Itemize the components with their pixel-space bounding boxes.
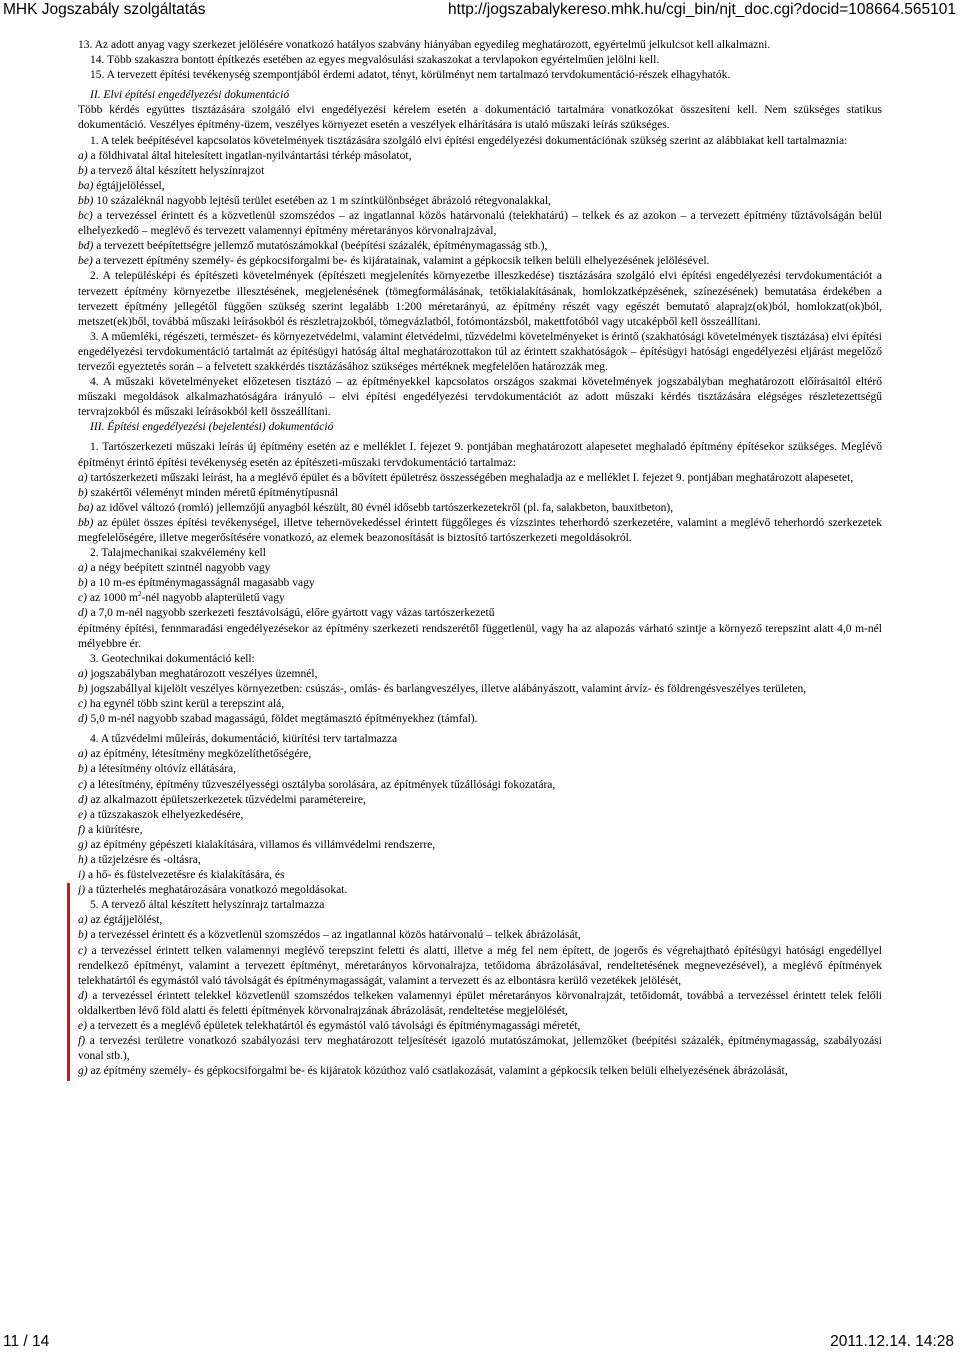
list-text: ha egynél több szint kerül a terepszint alá, xyxy=(86,698,285,711)
s3-item-4b xyxy=(78,762,882,777)
list-text: a létesítmény oltóvíz ellátására, xyxy=(87,763,237,776)
list-label: a) xyxy=(78,748,88,761)
list-label: be) xyxy=(78,255,93,268)
s2-item-4: 4. A műszaki követelményeket előzetesen tisztázó – az építményekkel kapcsolatos országos szakmai követelmények jogszabályban meghatározott előírásaitól eltérő műszaki megoldások alkalmazhatóságára irányuló – elvi építési engedélyezési tervdokumentációt az adott műszaki kérdés tisztázására elégséges részletezettségű tervrajzokból és műszaki leírásokból kell összeállítani. xyxy=(78,376,882,419)
list-label: c) xyxy=(78,778,87,791)
list-label: b) xyxy=(78,486,88,499)
list-label: b) xyxy=(78,577,88,590)
list-label: e) xyxy=(78,1020,87,1032)
list-text: a tervező által készített helyszínrajzot xyxy=(87,164,265,177)
list-label: b) xyxy=(78,763,88,776)
s3-item-5e xyxy=(78,1019,882,1034)
section-3-title: III. Építési engedélyezési (bejelentési) dokumentáció xyxy=(90,421,334,434)
list-label: bc) xyxy=(78,210,93,223)
list-text: a tervezett beépítettségre jellemző mutatószámokkal (beépítési százalék, építménymagasság stb.), xyxy=(93,240,548,253)
list-label: d) xyxy=(78,989,88,1002)
change-marker-bar xyxy=(67,883,70,1081)
s3-item-4i xyxy=(78,868,882,883)
list-text: az építmény személy- és gépkocsiforgalmi be- és kijáratok közúthoz való csatlakozását, valamint a gépkocsik telken belüli elhelyezésének ábrázolását, xyxy=(87,1065,788,1078)
s3-item-1: 1. Tartószerkezeti műszaki leírás új építmény esetén az e melléklet I. fejezet 9. pontjában meghatározott alapesetet meghaladó építmény építésekor szükséges. Meglévő építményt érintő építési tevékenység esetén az építészeti-műszaki tervdokumentáció tartalmaz: xyxy=(78,441,882,469)
s3-item-4: 4. A tűzvédelmi műleírás, dokumentáció, kiürítési terv tartalmazza xyxy=(90,733,398,746)
s3-item-3b xyxy=(78,682,882,697)
list-label: a) xyxy=(78,914,88,927)
list-label: d) xyxy=(78,607,88,620)
s2-item-1b xyxy=(78,164,882,179)
list-label: f) xyxy=(78,823,86,836)
list-label: bb) xyxy=(78,194,94,207)
s3-item-4h xyxy=(78,853,882,868)
list-label: bb) xyxy=(78,516,94,529)
list-text: az égtájjelölést, xyxy=(87,914,163,927)
s3-item-2-tail: építmény építési, fennmaradási engedélyezésekor az építmény szerkezeti rendszerétől függetlenül, vagy ha az alapozás várható szintje a környező terepszint alatt 4,0 m-nél mélyebbre ér. xyxy=(78,622,882,650)
list-label: d) xyxy=(78,793,88,806)
list-text: 5,0 m-nél nagyobb szabad magasságú, földet megtámasztó építményekhez (támfal). xyxy=(87,713,478,726)
list-label: c) xyxy=(78,944,87,957)
s3-item-3: 3. Geotechnikai dokumentáció kell: xyxy=(90,652,255,665)
site-title: MHK Jogszabály szolgáltatás xyxy=(3,1,206,18)
s3-item-4g xyxy=(78,838,882,853)
s3-item-5g xyxy=(78,1064,882,1079)
s3-item-5c xyxy=(78,944,882,989)
list-text: az 1000 m xyxy=(86,592,138,605)
s2-item-1be xyxy=(78,254,882,269)
print-datetime: 2011.12.14. 14:28 xyxy=(830,1333,954,1350)
list-text: a 10 m-es építménymagasságnál magasabb vagy xyxy=(87,577,315,590)
s2-item-2: 2. A településképi és építészeti követelmények (építészeti megjelenítés környezetbe illeszkedése) tisztázására szolgáló elvi építési engedélyezési tervdokumentációt a tervezett építmény környezetbe illesztésének, megjelenésének (tömegformálásának, tetőkialakításának, homlokzatképzésének, színezésének) bemutatása érdekében a tervezett építmény jellegétől függően szükség szerint legalább 1:200 méretarányú, az építmény részét vagy egészét bemutató alaprajz(ok)ból, homlokzat(ok)ból, metszet(ek)ből, továbbá műszaki leírásokból és részletrajzokból, tömegvázlatból, fotómontázsból, makettfotóból vagy utcaképből kell összeállítani. xyxy=(78,270,882,328)
document-body xyxy=(78,38,882,1300)
list-text: -nél nagyobb alapterületű vagy xyxy=(141,592,285,605)
s3-item-5a xyxy=(78,913,882,928)
s3-item-4a xyxy=(78,747,882,762)
s3-item-4e xyxy=(78,808,882,823)
para-15: 15. A tervezett építési tevékenység szempontjából érdemi adatot, tényt, körülményt nem tartalmazó tervdokumentáció-részek elhagyhatók. xyxy=(90,69,731,82)
s3-item-3c xyxy=(78,697,882,712)
para-13: 13. Az adott anyag vagy szerkezet jelölésére vonatkozó hatályos szabvány hiányában egyedileg meghatározott, egyértelmű jelkulcsot kell alkalmazni. xyxy=(78,39,771,51)
s3-item-2a xyxy=(78,561,882,576)
list-text: a tervezett és a meglévő épületek telekhatártól és egymástól való távolsági és építménymagassági méretét, xyxy=(86,1020,581,1032)
list-label: c) xyxy=(78,592,87,605)
list-label: j) xyxy=(78,884,86,897)
list-text: a hő- és füstelvezetésre és kialakítására, és xyxy=(85,869,285,882)
list-label: b) xyxy=(78,682,88,695)
list-label: a) xyxy=(78,562,88,575)
s3-item-1ba xyxy=(78,501,882,516)
list-text: a tűzszakaszok elhelyezkedésére, xyxy=(86,808,244,821)
list-label: g) xyxy=(78,838,88,851)
superscript: 2 xyxy=(137,590,142,599)
list-text: a tűzterhelés meghatározására vonatkozó megoldásokat. xyxy=(85,884,348,897)
page-header xyxy=(0,0,960,22)
s3-item-3d xyxy=(78,712,882,727)
list-text: a tűzjelzésre és -oltásra, xyxy=(87,853,201,866)
list-text: a kiürítésre, xyxy=(85,823,143,836)
list-text: a tervezési területre vonatkozó szabályozási terv meghatározott teljesítését igazoló mutatószámokat, jellemzőket (beépítési százalék, építménymagasság, szabályozási vonal stb.), xyxy=(78,1035,882,1063)
list-text: az építmény, létesítmény megközelíthetőségére, xyxy=(87,748,312,761)
list-label: e) xyxy=(78,808,87,821)
s3-item-4c xyxy=(78,778,882,793)
list-text: az idővel változó (romló) jellemzőjű anyagból készült, 80 évnél idősebb tartószerkezetekről (pl. fa, salakbeton, bauxitbeton), xyxy=(93,501,674,514)
list-text: a tervezéssel érintett és a közvetlenül szomszédos – az ingatlannal közös határvonalú – telkek ábrázolását, xyxy=(87,929,581,942)
page-number: 11 / 14 xyxy=(3,1333,50,1350)
list-text: az alkalmazott épületszerkezetek tűzvédelmi paramétereire, xyxy=(87,793,366,806)
list-label: c) xyxy=(78,698,87,711)
s2-item-1bc xyxy=(78,209,882,239)
list-text: a létesítmény, építmény tűzveszélyességi osztályba sorolására, az építmények tűzállósági fokozatára, xyxy=(86,778,556,791)
list-text: a 7,0 m-nél nagyobb szerkezeti fesztávolságú, előre gyártott vagy vázas tartószerkezetű xyxy=(87,607,495,620)
s3-item-5d xyxy=(78,989,882,1019)
list-text: a tervezett építmény személy- és gépkocsiforgalmi be- és kijáratainak, valamint a gépkocsik telken belüli elhelyezésének jelölésével. xyxy=(92,255,710,268)
list-text: a tervezéssel érintett és a közvetlenül szomszédos – az ingatlannal közös határvonalú (telekhatárú) – telkek és az azokon – a tervezett építmény tűztávolságán belül elhelyezkedő – meglévő és tervezett valamennyi építmény méretarányos körvonalrajzával, xyxy=(78,210,882,238)
s3-item-1bb xyxy=(78,516,882,546)
s2-item-3: 3. A műemléki, régészeti, természet- és környezetvédelmi, valamint életvédelmi, tűzvédelmi követelményeket is érintő (szakhatósági követelmények tisztázása) elvi építési engedélyezési tervdokumentáció tartalmát az építésügyi hatóság által meghatározottakon túl az érintett szakhatóságok – építésügyi hatósági engedélyezési eljárást megelőző tervezői egyeztetés során – a felvetett szakkérdés tisztázásához szükséges mértéknek megfelelően határozzák meg. xyxy=(78,330,882,373)
s3-item-5f xyxy=(78,1034,882,1064)
list-text: tartószerkezeti műszaki leírást, ha a meglévő épület és a bővített épületrész összességében meghaladja az e melléklet I. fejezet 9. pontjában meghatározott alapesetet, xyxy=(87,471,854,484)
list-label: ba) xyxy=(78,501,94,514)
section-2-intro: Több kérdés együttes tisztázására szolgáló elvi engedélyezési kérelem esetén a dokumentáció tartalmára vonatkozókat összesíteni kell. Nem szükséges statikus dokumentáció. Veszélyes építmény-üzem, veszélyes környezet esetén a veszélyek elhárítására is utaló műszaki leírás szükséges. xyxy=(78,104,882,132)
s3-item-2b xyxy=(78,576,882,591)
list-label: i) xyxy=(78,869,86,882)
s3-item-1b xyxy=(78,486,882,501)
s3-item-2c xyxy=(78,591,882,606)
s3-item-4j xyxy=(78,883,882,898)
list-label: a) xyxy=(78,471,88,484)
s2-item-1a xyxy=(78,149,882,164)
list-text: jogszabályban meghatározott veszélyes üzemnél, xyxy=(87,667,318,680)
s3-item-4d xyxy=(78,793,882,808)
list-text: az épület összes építési tevékenységel, illetve tehernövekedéssel érintett függőleges és vízszintes teherhordó szerkezetére, valamint a meglévő teherhordó szerkezetek megfelelőségére, illetve megerősítésére vonatkozó, az elemek beazonosítását is biztosító tartószerkezeti megoldásokról. xyxy=(78,516,882,544)
list-label: a) xyxy=(78,149,88,162)
list-text: a földhivatal által hitelesített ingatlan-nyilvántartási térkép másolatot, xyxy=(87,149,412,162)
list-text: a tervezéssel érintett telekkel közvetlenül szomszédos telkeken valamennyi épület méretarányos körvonalrajzát, tetőidomát, továbbá a tervezéssel érintett telek felőli oldalkertben lévő föld alatti és feletti építmények körvonalrajzának ábrázolását, rendeltetése megjelölését, xyxy=(78,989,882,1017)
list-label: g) xyxy=(78,1065,88,1078)
list-label: a) xyxy=(78,667,88,680)
list-text: égtájjelöléssel, xyxy=(93,179,165,192)
list-text: szakértői véleményt minden méretű építménytípusnál xyxy=(87,486,339,499)
s2-item-1ba xyxy=(78,179,882,194)
list-label: f) xyxy=(78,1035,86,1048)
page-url[interactable]: http://jogszabalykereso.mhk.hu/cgi_bin/njt_doc.cgi?docid=108664.565101 xyxy=(448,1,956,18)
s3-item-1a xyxy=(78,471,882,486)
list-label: h) xyxy=(78,853,88,866)
page-footer xyxy=(0,1330,960,1356)
list-label: bd) xyxy=(78,240,94,253)
s2-item-1: 1. A telek beépítésével kapcsolatos követelmények tisztázására szolgáló elvi építési engedélyezési dokumentációnak szükség szerint az alábbiakat kell tartalmaznia: xyxy=(90,134,848,147)
list-label: d) xyxy=(78,713,88,726)
s3-item-3a xyxy=(78,667,882,682)
s3-item-4f xyxy=(78,823,882,838)
s2-item-1bb xyxy=(78,194,882,209)
s3-item-5b xyxy=(78,928,882,943)
list-text: a tervezéssel érintett telken valamennyi meglévő terepszint feletti és alatti, illetve a még fel nem épített, de jogerős és végrehajtható építésügyi hatósági engedéllyel rendelkező építményt, valamint a tervezett építményt, méretarányos körvonalrajza, tetőidoma ábrázolásával, rendeltetésének megnevezésével), a meglévő építmények telekhatártól és egymástól való távolságát és építménymagasságát, valamint a tervezett és az elbontásra kerülő vezetékek jelölését, xyxy=(78,944,882,987)
list-text: jogszabállyal kijelölt veszélyes környezetben: csúszás-, omlás- és barlangveszélyes, illetve alábányászott, valamint árvíz- és földrengésveszélyes területen, xyxy=(87,682,807,695)
s3-item-5: 5. A tervező által készített helyszínrajz tartalmazza xyxy=(90,899,325,912)
s3-item-2d xyxy=(78,606,882,621)
list-label: b) xyxy=(78,929,88,942)
list-text: a négy beépített szintnél nagyobb vagy xyxy=(87,562,271,575)
list-text: 10 százaléknál nagyobb lejtésű terület esetében az 1 m szintkülönbséget ábrázoló rétegvonalakkal, xyxy=(93,194,551,207)
s3-item-2: 2. Talajmechanikai szakvélemény kell xyxy=(90,547,266,560)
list-label: b) xyxy=(78,164,88,177)
list-text: az építmény gépészeti kialakítására, villamos és villámvédelmi rendszerre, xyxy=(87,838,436,851)
section-2-title: II. Elvi építési engedélyezési dokumentáció xyxy=(90,89,290,102)
list-label: ba) xyxy=(78,179,94,192)
s2-item-1bd xyxy=(78,239,882,254)
para-14: 14. Több szakaszra bontott építkezés esetében az egyes megvalósulási szakaszokat a tervlapokon egyértelműen jelölni kell. xyxy=(90,54,660,67)
